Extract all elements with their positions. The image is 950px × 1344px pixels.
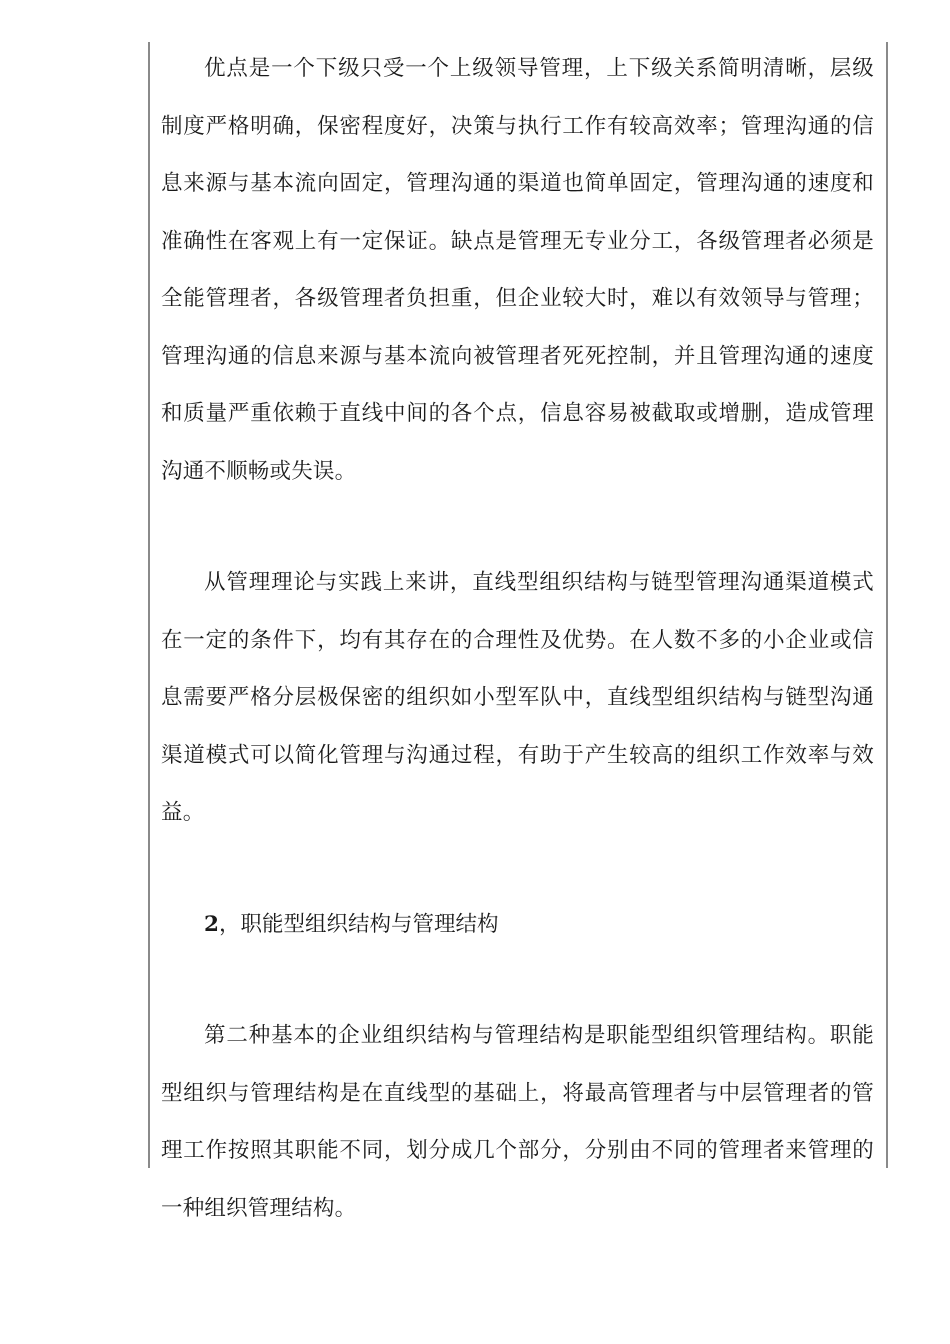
paragraph-spacer: [161, 953, 874, 1007]
paragraph-functional-structure: 第二种基本的企业组织结构与管理结构是职能型组织管理结构。职能型组织与管理结构是在直线型的基础上，将最高管理者与中层管理者的管理工作按照其职能不同，划分成几个部分，分别由不同的管理者来管理的一种组织管理结构。: [161, 1023, 874, 1221]
paragraph-spacer: [161, 842, 874, 896]
section-title: 职能型组织结构与管理结构: [240, 911, 499, 937]
section-number: 2: [204, 911, 219, 937]
paragraph-theory-practice: 从管理理论与实践上来讲，直线型组织结构与链型管理沟通渠道模式在一定的条件下，均有其存在的合理性及优势。在人数不多的小企业或信息需要严格分层极保密的组织如小型军队中，直线型组织结构与链型沟通渠道模式可以简化管理与沟通过程，有助于产生较高的组织工作效率与效益。: [161, 570, 874, 825]
document-body: [161, 40, 874, 1237]
left-border-rule: [148, 42, 150, 1168]
paragraph-pros-cons: 优点是一个下级只受一个上级领导管理，上下级关系简明清晰，层级制度严格明确，保密程度好，决策与执行工作有较高效率；管理沟通的信息来源与基本流向固定，管理沟通的渠道也简单固定，管理沟通的速度和准确性在客观上有一定保证。缺点是管理无专业分工，各级管理者必须是全能管理者，各级管理者负担重，但企业较大时，难以有效领导与管理；管理沟通的信息来源与基本流向被管理者死死控制，并且管理沟通的速度和质量严重依赖于直线中间的各个点，信息容易被截取或增删，造成管理沟通不顺畅或失误。: [161, 56, 874, 484]
right-border-rule: [886, 42, 888, 1168]
section-number-separator: ，: [218, 911, 241, 937]
paragraph-spacer: [161, 500, 874, 554]
section-heading: [161, 896, 874, 954]
